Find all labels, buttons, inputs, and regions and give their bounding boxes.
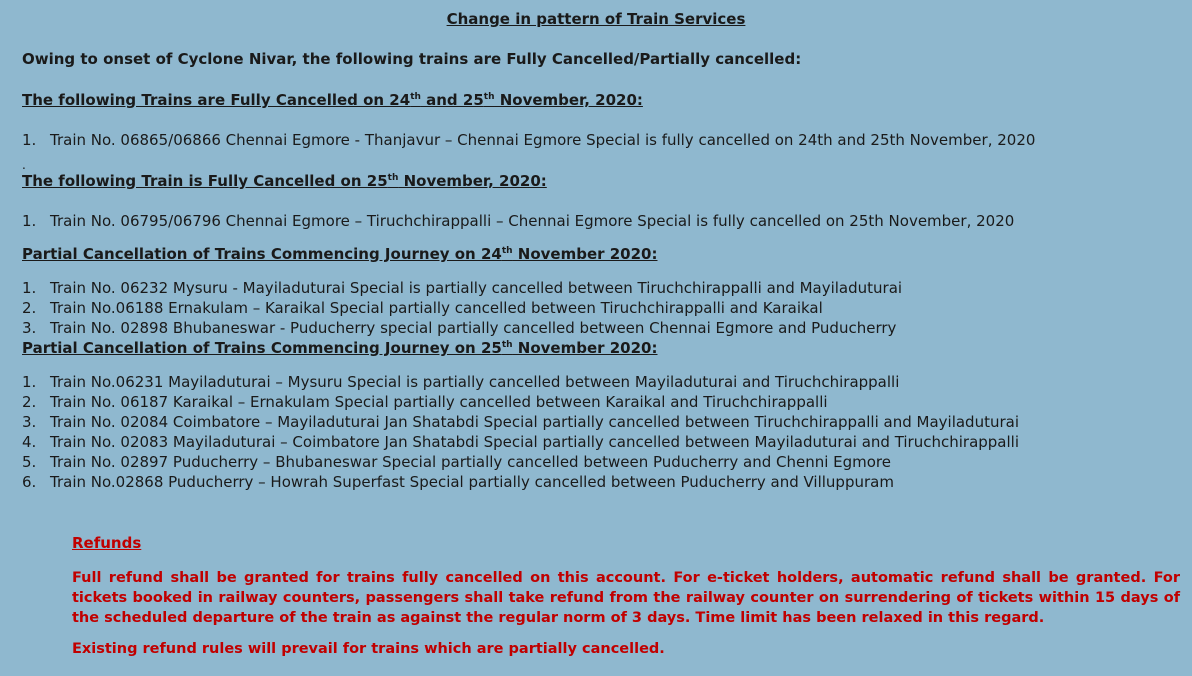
list-item: 2. Train No. 06187 Karaikal – Ernakulam Special partially cancelled between Karaikal and Tiruchchirappalli: [22, 393, 828, 411]
list-item: 1. Train No. 06795/06796 Chennai Egmore – Tiruchchirappalli – Chennai Egmore Special is fully cancelled on 25th November, 2020: [22, 212, 1015, 230]
refunds-heading: Refunds: [72, 534, 142, 552]
section-4-list: [22, 372, 1019, 492]
list-item: 1. Train No.06231 Mayiladuturai – Mysuru Special is partially cancelled between Mayiladuturai and Tiruchchirappalli: [22, 373, 900, 391]
list-item: 6. Train No.02868 Puducherry – Howrah Superfast Special partially cancelled between Puducherry and Villuppuram: [22, 473, 894, 491]
list-item: 3. Train No. 02084 Coimbatore – Mayiladuturai Jan Shatabdi Special partially cancelled between Tiruchchirappalli and Mayiladuturai: [22, 413, 1020, 431]
list-item: 1. Train No. 06865/06866 Chennai Egmore - Thanjavur – Chennai Egmore Special is fully cancelled on 24th and 25th November, 2020: [22, 131, 1036, 149]
section-2-list: [22, 211, 1014, 231]
section-3-list: [22, 278, 902, 338]
section-1-heading: The following Trains are Fully Cancelled on 24th and 25th November, 2020:: [22, 91, 643, 109]
section-1-list: [22, 130, 1035, 150]
list-item: 4. Train No. 02083 Mayiladuturai – Coimbatore Jan Shatabdi Special partially cancelled between Mayiladuturai and Tiruchchirappalli: [22, 433, 1020, 451]
refunds-paragraph: Full refund shall be granted for trains fully cancelled on this account. For e-ticket holders, automatic refund shall be granted. For tickets booked in railway counters, passengers shall take refund from the railway counter on surrendering of tickets within 15 days of the scheduled departure of the train as against the regular norm of 3 days. Time limit has been relaxed in this regard.: [72, 570, 1180, 626]
page-title: Change in pattern of Train Services: [446, 10, 746, 28]
list-item: 1. Train No. 06232 Mysuru - Mayiladuturai Special is partially cancelled between Tiruchchirappalli and Mayiladuturai: [22, 279, 903, 297]
refunds-note: Existing refund rules will prevail for trains which are partially cancelled.: [72, 641, 665, 657]
section-3-heading: Partial Cancellation of Trains Commencing Journey on 24th November 2020:: [22, 245, 658, 263]
list-item: 2. Train No.06188 Ernakulam – Karaikal Special partially cancelled between Tiruchchirappalli and Karaikal: [22, 299, 823, 317]
section-4-heading: Partial Cancellation of Trains Commencing Journey on 25th November 2020:: [22, 339, 658, 357]
list-item: 5. Train No. 02897 Puducherry – Bhubaneswar Special partially cancelled between Puducherry and Chenni Egmore: [22, 453, 891, 471]
intro-text: Owing to onset of Cyclone Nivar, the following trains are Fully Cancelled/Partially cancelled:: [22, 50, 802, 68]
section-2-heading: The following Train is Fully Cancelled on 25th November, 2020:: [22, 172, 547, 190]
list-item: 3. Train No. 02898 Bhubaneswar - Puducherry special partially cancelled between Chennai Egmore and Puducherry: [22, 319, 897, 337]
stray-mark: .: [22, 158, 26, 172]
